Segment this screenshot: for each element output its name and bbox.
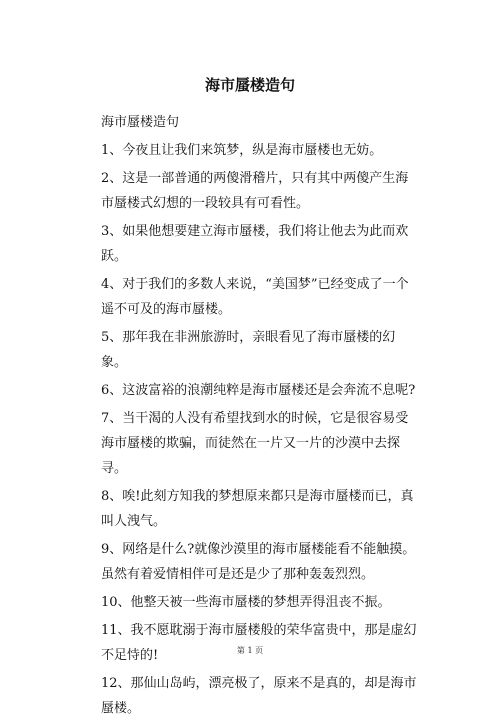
sentence-paragraph: 12、那仙山岛屿，漂亮极了，原来不是真的，却是海市蜃楼。: [101, 676, 417, 716]
sentence-paragraph: 6、这波富裕的浪潮纯粹是海市蜃楼还是会奔流不息呢?: [101, 383, 416, 398]
document-title: 海市蜃楼造句: [204, 76, 295, 94]
sentence-paragraph: 2、这是一部普通的两傻滑稽片，只有其中两傻产生海市蜃楼式幻想的一段较具有可看性。: [101, 171, 409, 211]
sentence-paragraph: 8、唉!此刻方知我的梦想原来都只是海市蜃楼而已，真叫人洩气。: [101, 489, 414, 529]
document-subtitle: 海市蜃楼造句: [101, 115, 180, 130]
sentence-paragraph: 4、对于我们的多数人来说，“美国梦”已经变成了一个遥不可及的海市蜃楼。: [101, 277, 409, 317]
sentence-paragraph: 5、那年我在非洲旅游时，亲眼看见了海市蜃楼的幻象。: [101, 330, 396, 370]
sentence-paragraph: 3、如果他想要建立海市蜃楼，我们将让他去为此而欢跃。: [101, 224, 409, 264]
page-number: 第 1 页: [236, 646, 264, 655]
sentence-paragraph: 9、网络是什么?就像沙漠里的海市蜃楼能看不能触摸。虽然有着爱情相伴可是还是少了那种轰轰烈烈。: [101, 542, 416, 582]
sentence-paragraph: 10、他整天被一些海市蜃楼的梦想弄得沮丧不振。: [101, 595, 391, 610]
document-body: [101, 111, 417, 724]
sentence-paragraph: 1、今夜且让我们来筑梦，纵是海市蜃楼也无妨。: [101, 143, 383, 158]
sentence-paragraph: 11、我不愿耽溺于海市蜃楼般的荣华富贵中，那是虚幻不足恃的!: [101, 623, 417, 663]
sentence-paragraph: 7、当干渴的人没有希望找到水的时候，它是很容易受海市蜃楼的欺骗，而徒然在一片又一片的沙漠中去探寻。: [101, 411, 409, 476]
